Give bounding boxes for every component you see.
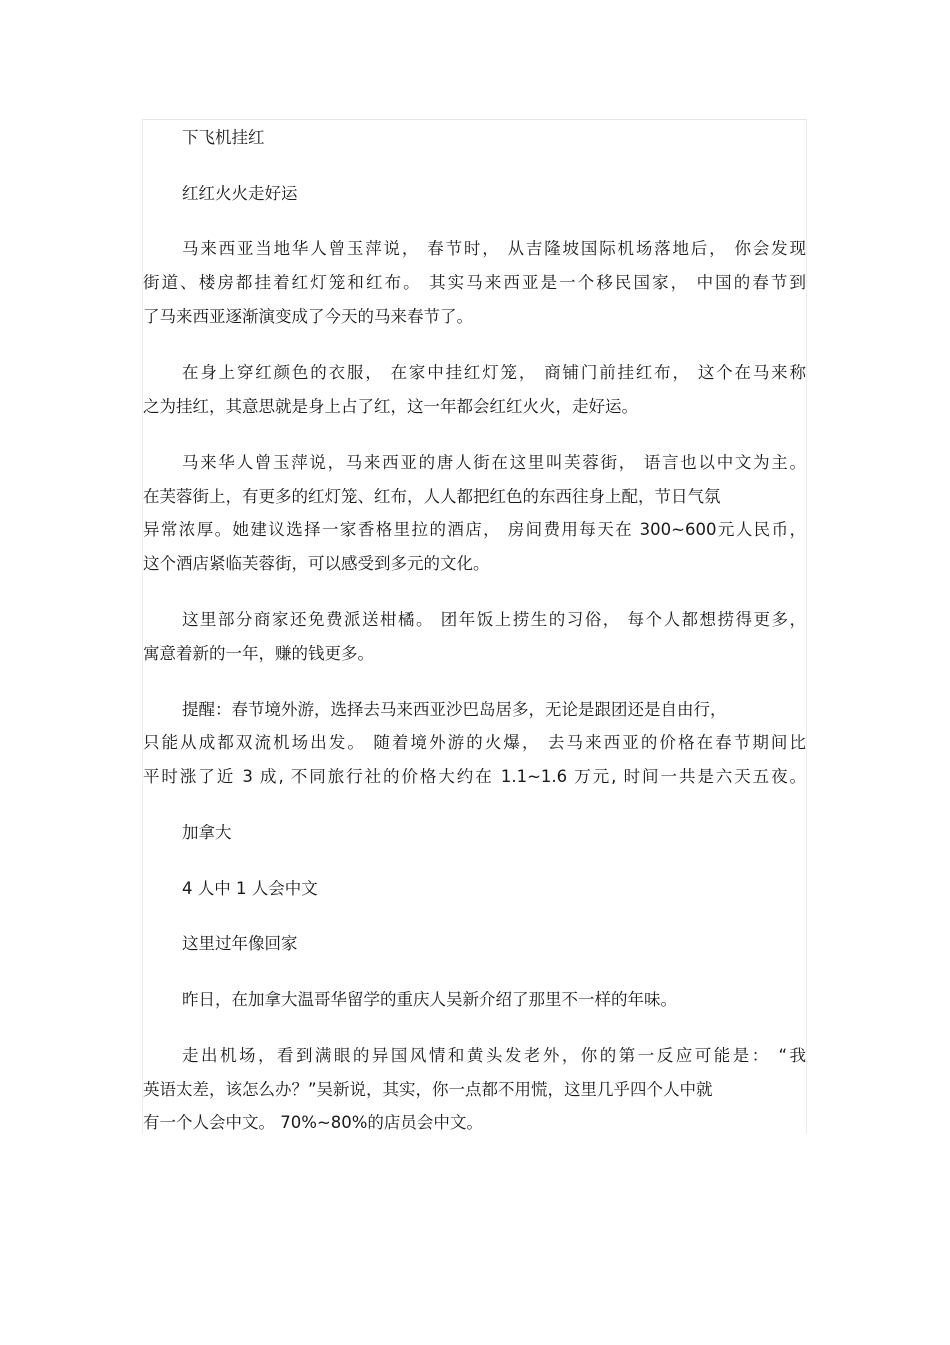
paragraph-line: 在身上穿红颜色的衣服， 在家中挂红灯笼， 商铺门前挂红布， 这个在马来称 bbox=[182, 363, 806, 382]
paragraph-line: 这个酒店紧临芙蓉街，可以感受到多元的文化。 bbox=[143, 554, 490, 573]
heading-line: 加拿大 bbox=[182, 823, 232, 842]
paragraph-line: 只能从成都双流机场出发。 随着境外游的火爆， 去马来西亚的价格在春节期间比 bbox=[143, 733, 806, 752]
paragraph-line: 之为挂红，其意思就是身上占了红，这一年都会红红火火，走好运。 bbox=[143, 397, 638, 416]
heading-line: 下飞机挂红 bbox=[182, 128, 265, 147]
paragraph-line: 寓意着新的一年，赚的钱更多。 bbox=[143, 644, 374, 663]
heading-line: 4 人中 1 人会中文 bbox=[182, 879, 318, 898]
paragraph-line: 昨日，在加拿大温哥华留学的重庆人吴新介绍了那里不一样的年味。 bbox=[182, 990, 677, 1009]
paragraph-line: 平时涨了近 3 成, 不同旅行社的价格大约在 1.1~1.6 万元, 时间一共是六天五夜。 bbox=[143, 767, 806, 786]
paragraph-line: 街道、楼房都挂着红灯笼和红布。 其实马来西亚是一个移民国家， 中国的春节到 bbox=[143, 273, 806, 292]
document-page bbox=[142, 119, 807, 1134]
paragraph-line: 在芙蓉街上，有更多的红灯笼、红布，人人都把红色的东西往身上配，节日气氛 bbox=[143, 487, 721, 506]
paragraph-line: 有一个人会中文。 70%~80%的店员会中文。 bbox=[143, 1113, 483, 1132]
paragraph-line: 走出机场，看到满眼的异国风情和黄头发老外，你的第一反应可能是： “我 bbox=[182, 1046, 806, 1065]
paragraph-line: 马来西亚当地华人曾玉萍说， 春节时， 从吉隆坡国际机场落地后， 你会发现 bbox=[182, 239, 806, 258]
paragraph-line: 异常浓厚。她建议选择一家香格里拉的酒店， 房间费用每天在 300~600元人民币， bbox=[143, 520, 806, 539]
paragraph-line: 提醒：春节境外游，选择去马来西亚沙巴岛居多，无论是跟团还是自由行， bbox=[182, 700, 727, 719]
paragraph-line: 马来华人曾玉萍说，马来西亚的唐人街在这里叫芙蓉街， 语言也以中文为主。 bbox=[182, 453, 806, 472]
heading-line: 红红火火走好运 bbox=[182, 184, 298, 203]
paragraph-line: 这里部分商家还免费派送柑橘。 团年饭上捞生的习俗， 每个人都想捞得更多， bbox=[182, 610, 806, 629]
heading-line: 这里过年像回家 bbox=[182, 934, 298, 953]
paragraph-line: 了马来西亚逐渐演变成了今天的马来春节了。 bbox=[143, 307, 473, 326]
paragraph-line: 英语太差，该怎么办？”吴新说，其实，你一点都不用慌，这里几乎四个人中就 bbox=[143, 1080, 713, 1099]
